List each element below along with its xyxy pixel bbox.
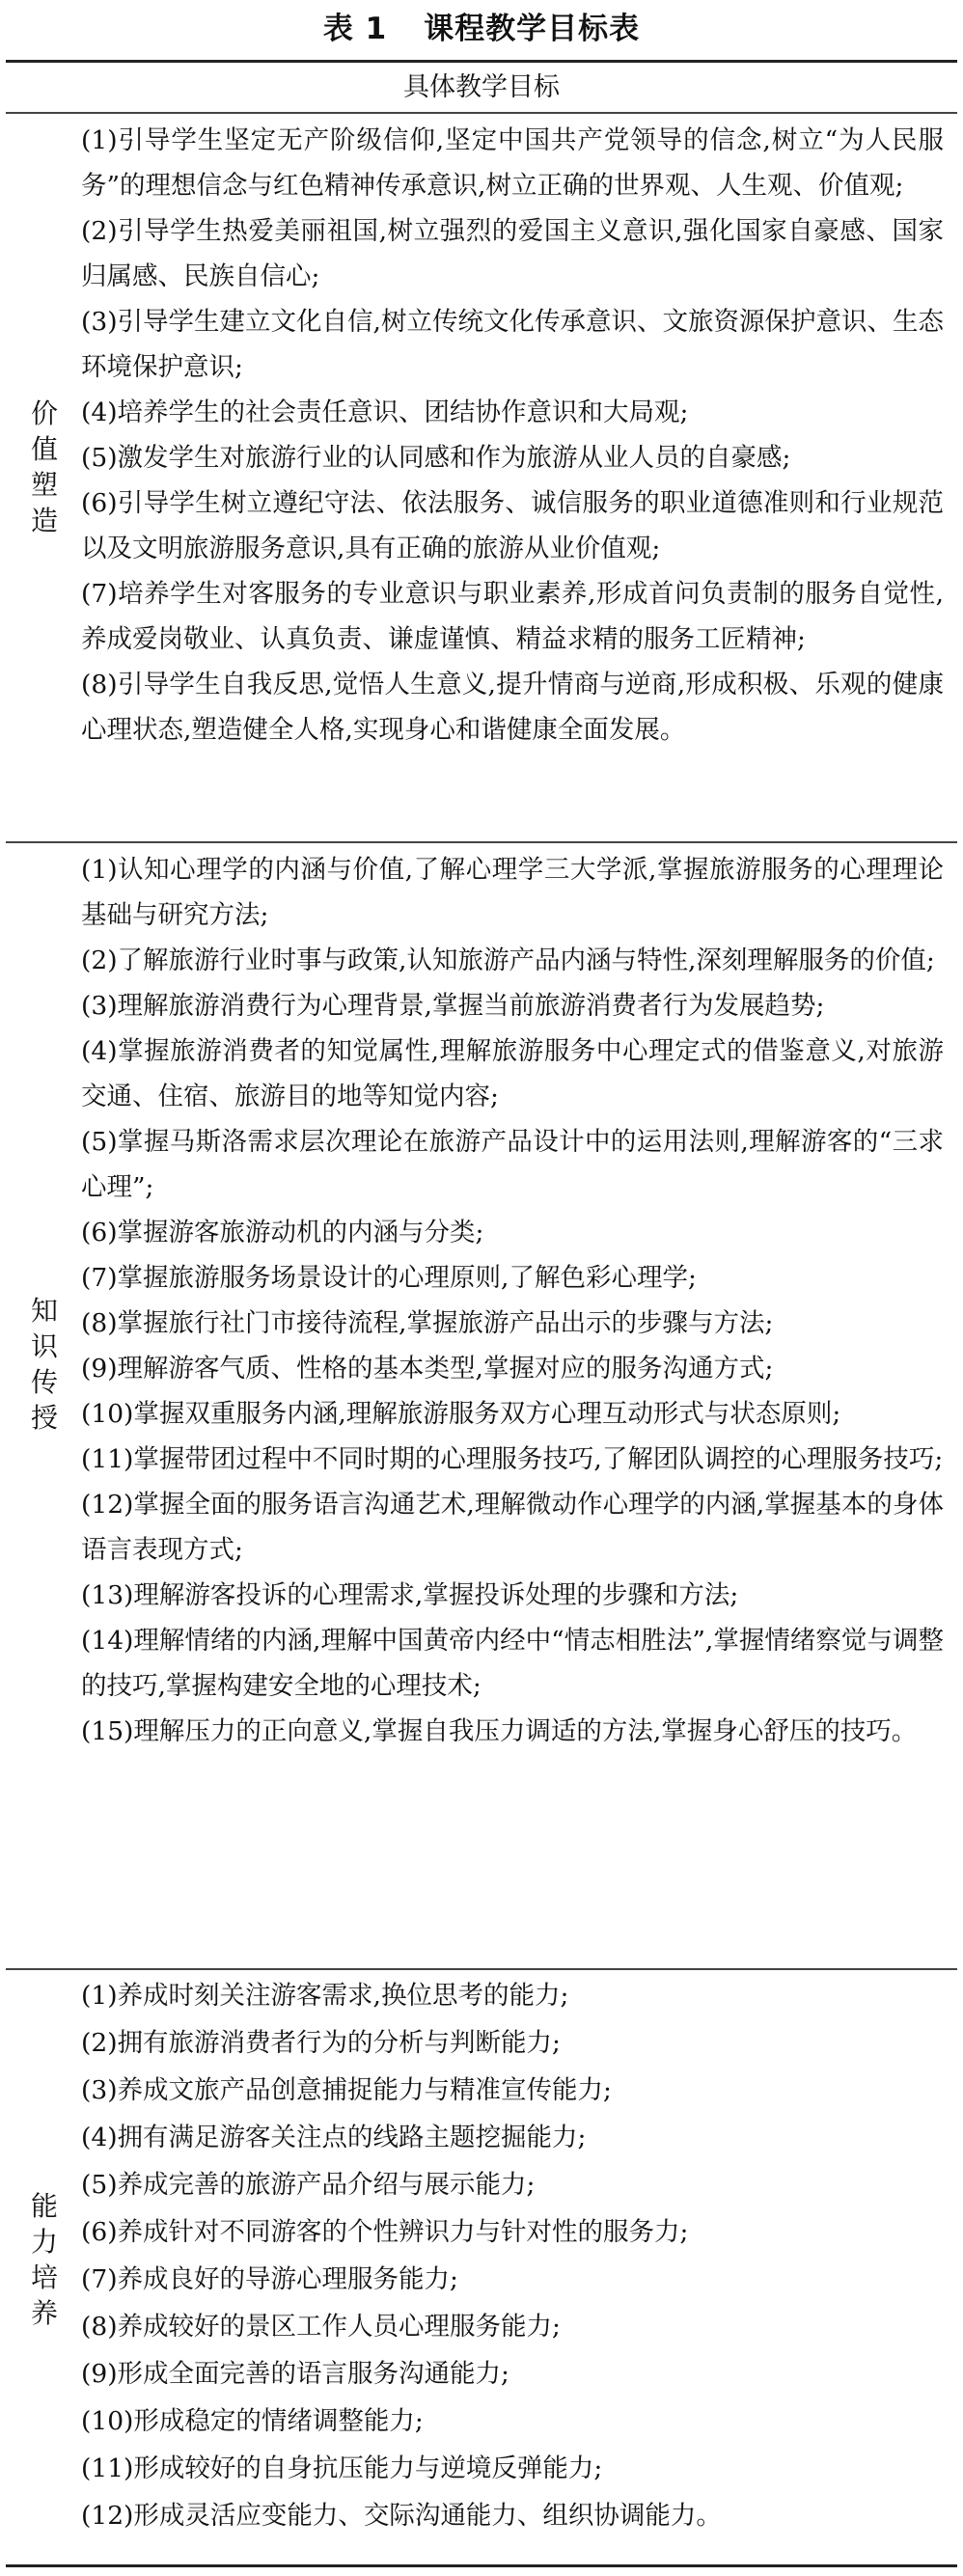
list-item: (4)培养学生的社会责任意识、团结协作意识和大局观;	[81, 397, 689, 427]
list-item: (8)养成较好的景区工作人员心理服务能力;	[81, 2312, 561, 2342]
section-values	[6, 114, 957, 836]
list-item: (2)了解旅游行业时事与政策,认知旅游产品内涵与特性,深刻理解服务的价值;	[81, 945, 935, 975]
list-item: (7)掌握旅游服务场景设计的心理原则,了解色彩心理学;	[81, 1263, 697, 1293]
table-caption: 课程教学目标表	[424, 12, 641, 46]
list-item: (1)养成时刻关注游客需求,换位思考的能力;	[81, 1981, 569, 2011]
table-title	[0, 8, 963, 50]
list-item: (14)理解情绪的内涵,理解中国黄帝内经中“情志相胜法”,掌握情绪察觉与调整的技巧,掌握构建安全地的心理技术;	[81, 1626, 944, 1701]
bottom-rule	[6, 2564, 957, 2567]
list-item: (3)引导学生建立文化自信,树立传统文化传承意识、文旅资源保护意识、生态环境保护意识;	[81, 307, 944, 382]
list-item: (6)掌握游客旅游动机的内涵与分类;	[81, 1218, 484, 1247]
list-item: (3)理解旅游消费行为心理背景,掌握当前旅游消费者行为发展趋势;	[81, 991, 825, 1021]
section-abilities	[6, 1970, 957, 2559]
list-item: (11)掌握带团过程中不同时期的心理服务技巧,了解团队调控的心理服务技巧;	[81, 1444, 944, 1474]
section-label: 知 识 传 授	[30, 1295, 58, 1434]
column-header: 具体教学目标	[403, 72, 560, 102]
list-item: (11)形成较好的自身抗压能力与逆境反弹能力;	[81, 2453, 603, 2483]
section-knowledge	[6, 843, 957, 1881]
list-item: (10)形成稳定的情绪调整能力;	[81, 2406, 424, 2436]
list-item: (4)拥有满足游客关注点的线路主题挖掘能力;	[81, 2123, 587, 2152]
list-item: (6)养成针对不同游客的个性辨识力与针对性的服务力;	[81, 2217, 689, 2247]
list-item: (5)养成完善的旅游产品介绍与展示能力;	[81, 2170, 536, 2200]
list-item: (2)引导学生热爱美丽祖国,树立强烈的爱国主义意识,强化国家自豪感、国家归属感、民族自信心;	[81, 216, 944, 291]
list-item: (15)理解压力的正向意义,掌握自我压力调适的方法,掌握身心舒压的技巧。	[81, 1716, 918, 1746]
list-item: (5)激发学生对旅游行业的认同感和作为旅游从业人员的自豪感;	[81, 443, 791, 473]
section-label: 价 值 塑 造	[30, 397, 58, 536]
list-item: (7)养成良好的导游心理服务能力;	[81, 2264, 458, 2294]
list-item: (7)培养学生对客服务的专业意识与职业素养,形成首问负责制的服务自觉性,养成爱岗敬业、认真负责、谦虚谨慎、精益求精的服务工匠精神;	[81, 579, 944, 654]
table-number: 表 1	[322, 12, 388, 46]
list-item: (8)掌握旅行社门市接待流程,掌握旅游产品出示的步骤与方法;	[81, 1308, 774, 1338]
objective-list	[81, 847, 944, 1754]
list-item: (3)养成文旅产品创意捕捉能力与精准宣传能力;	[81, 2075, 612, 2105]
list-item: (12)形成灵活应变能力、交际沟通能力、组织协调能力。	[81, 2501, 722, 2531]
list-item: (6)引导学生树立遵纪守法、依法服务、诚信服务的职业道德准则和行业规范以及文明旅游服务意识,具有正确的旅游从业价值观;	[81, 488, 944, 563]
list-item: (2)拥有旅游消费者行为的分析与判断能力;	[81, 2028, 561, 2058]
top-rule	[6, 60, 957, 63]
objective-list	[81, 118, 944, 753]
objective-list	[81, 1972, 944, 2539]
list-item: (12)掌握全面的服务语言沟通艺术,理解微动作心理学的内涵,掌握基本的身体语言表现方式;	[81, 1490, 944, 1565]
section-label: 能 力 培 养	[30, 2190, 58, 2329]
list-item: (9)理解游客气质、性格的基本类型,掌握对应的服务沟通方式;	[81, 1354, 774, 1384]
list-item: (13)理解游客投诉的心理需求,掌握投诉处理的步骤和方法;	[81, 1580, 739, 1610]
list-item: (8)引导学生自我反思,觉悟人生意义,提升情商与逆商,形成积极、乐观的健康心理状态,塑造健全人格,实现身心和谐健康全面发展。	[81, 670, 944, 745]
list-item: (1)认知心理学的内涵与价值,了解心理学三大学派,掌握旅游服务的心理理论基础与研究方法;	[81, 855, 944, 930]
list-item: (1)引导学生坚定无产阶级信仰,坚定中国共产党领导的信念,树立“为人民服务”的理想信念与红色精神传承意识,树立正确的世界观、人生观、价值观;	[81, 125, 944, 201]
list-item: (4)掌握旅游消费者的知觉属性,理解旅游服务中心理定式的借鉴意义,对旅游交通、住宿、旅游目的地等知觉内容;	[81, 1036, 944, 1111]
list-item: (5)掌握马斯洛需求层次理论在旅游产品设计中的运用法则,理解游客的“三求心理”;	[81, 1127, 944, 1202]
list-item: (9)形成全面完善的语言服务沟通能力;	[81, 2359, 509, 2389]
list-item: (10)掌握双重服务内涵,理解旅游服务双方心理互动形式与状态原则;	[81, 1399, 841, 1429]
